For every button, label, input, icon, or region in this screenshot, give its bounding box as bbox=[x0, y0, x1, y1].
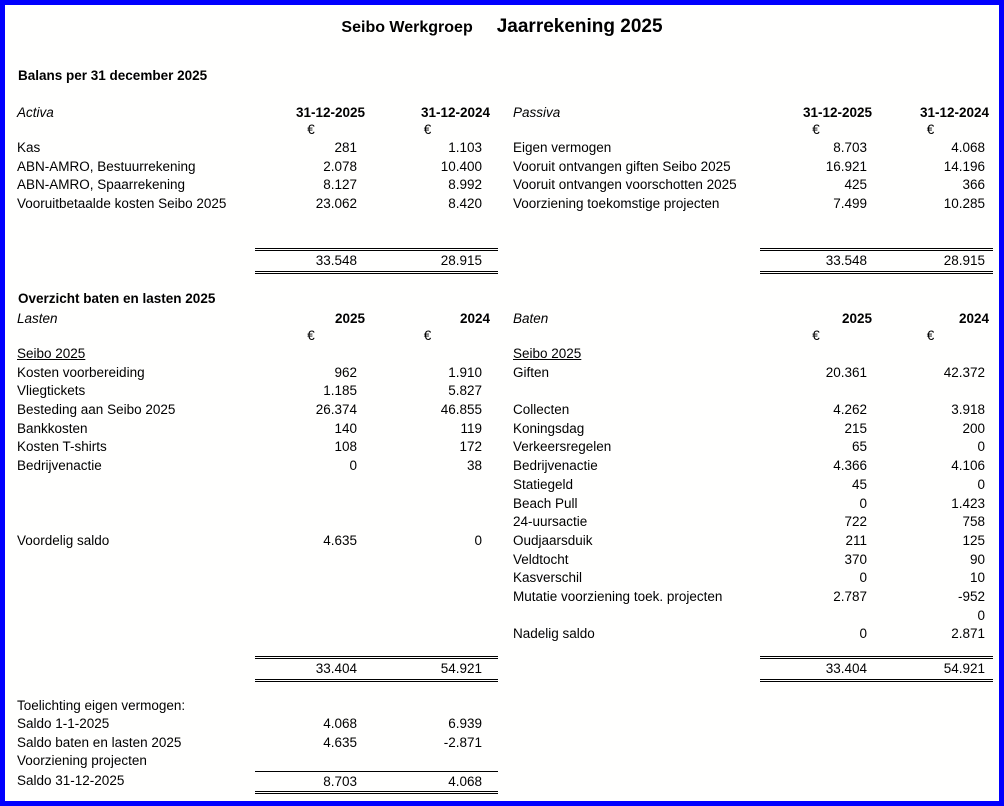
value-2024 bbox=[365, 752, 490, 771]
value-2024: 1.103 bbox=[448, 140, 482, 155]
value-2025: 215 bbox=[844, 420, 867, 436]
table-row bbox=[17, 401, 498, 420]
table-row bbox=[513, 532, 995, 551]
table-row bbox=[17, 158, 498, 177]
row-label: Koningsdag bbox=[513, 420, 585, 436]
value-2025 bbox=[257, 345, 365, 364]
currency-row bbox=[17, 328, 498, 345]
row-label: Voorziening projecten bbox=[17, 753, 147, 769]
value-2024: 8.992 bbox=[448, 177, 482, 193]
row-label: Bedrijvenactie bbox=[17, 458, 102, 474]
balans-section-heading: Balans per 31 december 2025 bbox=[18, 68, 208, 83]
table-row bbox=[513, 457, 995, 476]
col-header-2025: 31-12-2025 bbox=[802, 105, 872, 120]
table-row bbox=[17, 139, 498, 158]
table-row bbox=[513, 158, 995, 177]
table-row bbox=[17, 734, 498, 753]
table-row bbox=[17, 588, 498, 607]
value-2024: 10 bbox=[969, 570, 985, 586]
col-header-2024: 31-12-2024 bbox=[919, 105, 989, 120]
spacer bbox=[513, 328, 760, 345]
table-row bbox=[17, 364, 498, 383]
value-2025: 425 bbox=[844, 177, 867, 193]
col-header-2025: 2025 bbox=[334, 311, 365, 326]
value-2024 bbox=[872, 382, 989, 401]
table-row bbox=[513, 607, 995, 626]
final-saldo-label: Saldo 31-12-2025 bbox=[17, 773, 125, 789]
value-2024 bbox=[365, 551, 490, 570]
table-row bbox=[513, 195, 995, 214]
activa-header-row bbox=[17, 103, 498, 122]
value-2024: 1.423 bbox=[951, 495, 985, 511]
euro-symbol: € bbox=[812, 122, 820, 137]
activa-table bbox=[17, 103, 498, 274]
spacer bbox=[17, 214, 498, 248]
euro-symbol: € bbox=[423, 328, 432, 343]
passiva-table bbox=[513, 103, 995, 274]
value-2025: 2.787 bbox=[833, 588, 867, 604]
table-row bbox=[17, 495, 498, 514]
lasten-rows bbox=[17, 345, 498, 644]
value-2024: 90 bbox=[969, 551, 985, 567]
value-2025: 0 bbox=[859, 570, 867, 586]
baten-rows bbox=[513, 345, 995, 644]
value-2024 bbox=[365, 569, 490, 588]
currency-row bbox=[17, 122, 498, 139]
table-row bbox=[513, 139, 995, 158]
spacer bbox=[513, 214, 995, 248]
row-label: Veldtocht bbox=[513, 551, 569, 567]
table-row bbox=[17, 532, 498, 551]
row-label: Vliegtickets bbox=[17, 383, 86, 399]
value-2025: 1.185 bbox=[323, 383, 357, 399]
value-2024: 8.420 bbox=[448, 196, 482, 212]
row-label: Voorziening toekomstige projecten bbox=[513, 196, 720, 212]
row-label: Kosten voorbereiding bbox=[17, 364, 145, 380]
lasten-table bbox=[17, 309, 498, 794]
value-2025: 722 bbox=[844, 514, 867, 530]
euro-symbol: € bbox=[307, 328, 315, 343]
value-2024: 38 bbox=[466, 458, 482, 474]
value-2025: 2.078 bbox=[323, 158, 357, 174]
value-2025: 8.703 bbox=[833, 140, 867, 155]
value-2024: 3.918 bbox=[951, 402, 985, 418]
row-label: Beach Pull bbox=[513, 495, 578, 511]
value-2025: 0 bbox=[859, 495, 867, 511]
value-2024: 2.871 bbox=[951, 626, 985, 642]
table-row bbox=[513, 551, 995, 570]
currency-row bbox=[513, 122, 995, 139]
table-row bbox=[17, 715, 498, 734]
baten-total-2025: 33.404 bbox=[825, 661, 867, 676]
value-2025 bbox=[257, 569, 365, 588]
euro-symbol: € bbox=[926, 122, 935, 137]
row-label: Voordelig saldo bbox=[17, 532, 110, 548]
value-2025: 4.068 bbox=[323, 716, 357, 731]
passiva-label: Passiva bbox=[513, 105, 561, 120]
activa-total-row bbox=[255, 248, 498, 274]
row-label bbox=[513, 382, 760, 401]
table-row bbox=[17, 195, 498, 214]
value-2024: -2.871 bbox=[443, 734, 482, 750]
passiva-header-row bbox=[513, 103, 995, 122]
value-2024: 172 bbox=[459, 439, 482, 455]
table-row bbox=[17, 551, 498, 570]
row-label: Mutatie voorziening toek. projecten bbox=[513, 588, 723, 604]
row-label: Seibo 2025 bbox=[17, 346, 86, 361]
table-row bbox=[17, 752, 498, 771]
row-label bbox=[17, 569, 257, 588]
value-2024: 0 bbox=[977, 607, 985, 623]
row-label: Seibo 2025 bbox=[513, 346, 582, 361]
value-2024 bbox=[872, 345, 989, 364]
table-row bbox=[17, 438, 498, 457]
spacer bbox=[17, 644, 498, 656]
row-label: Eigen vermogen bbox=[513, 140, 612, 155]
table-row bbox=[513, 495, 995, 514]
row-label: ABN-AMRO, Spaarrekening bbox=[17, 177, 186, 193]
spacer bbox=[17, 328, 257, 345]
value-2025 bbox=[257, 476, 365, 495]
value-2025: 26.374 bbox=[315, 402, 357, 418]
value-2024: 0 bbox=[474, 532, 482, 548]
col-header-2024: 31-12-2024 bbox=[420, 105, 490, 120]
spacer bbox=[513, 122, 760, 139]
row-label: Bankkosten bbox=[17, 420, 88, 436]
baten-label: Baten bbox=[513, 311, 549, 326]
value-2024 bbox=[365, 345, 490, 364]
value-2025 bbox=[760, 382, 872, 401]
table-row bbox=[513, 176, 995, 195]
row-label: Bedrijvenactie bbox=[513, 458, 598, 474]
value-2025 bbox=[257, 588, 365, 607]
spacer bbox=[513, 644, 995, 656]
value-2025 bbox=[257, 752, 365, 771]
value-2025: 0 bbox=[859, 626, 867, 642]
table-row bbox=[513, 476, 995, 495]
report-title: Jaarrekening 2025 bbox=[496, 16, 663, 37]
table-row bbox=[513, 364, 995, 383]
value-2025 bbox=[257, 625, 365, 644]
spacer bbox=[17, 682, 498, 696]
value-2025: 8.127 bbox=[323, 177, 357, 193]
row-label bbox=[17, 513, 257, 532]
activa-rows bbox=[17, 139, 498, 214]
row-label: Saldo baten en lasten 2025 bbox=[17, 734, 182, 750]
value-2024: 0 bbox=[977, 439, 985, 455]
value-2025 bbox=[760, 345, 872, 364]
table-row bbox=[17, 457, 498, 476]
baten-header-row bbox=[513, 309, 995, 328]
final-saldo-row bbox=[17, 771, 498, 794]
table-row bbox=[513, 420, 995, 439]
table-row bbox=[513, 438, 995, 457]
row-label bbox=[17, 476, 257, 495]
row-label bbox=[17, 551, 257, 570]
lasten-header-row bbox=[17, 309, 498, 328]
org-name: Seibo Werkgroep bbox=[341, 19, 473, 36]
table-row bbox=[513, 588, 995, 607]
value-2025: 4.635 bbox=[323, 734, 357, 750]
value-2025 bbox=[257, 495, 365, 514]
row-label: Besteding aan Seibo 2025 bbox=[17, 402, 176, 418]
value-2025: 962 bbox=[334, 364, 357, 380]
table-row bbox=[17, 625, 498, 644]
row-label: Nadelig saldo bbox=[513, 626, 595, 642]
value-2024 bbox=[365, 513, 490, 532]
row-label: Kasverschil bbox=[513, 570, 583, 586]
activa-total-2024: 28.915 bbox=[440, 252, 482, 268]
row-label: Vooruit ontvangen giften Seibo 2025 bbox=[513, 158, 731, 174]
value-2024: 10.400 bbox=[440, 158, 482, 174]
passiva-total-row bbox=[760, 248, 993, 274]
table-row bbox=[513, 569, 995, 588]
value-2024: 5.827 bbox=[448, 383, 482, 399]
row-label: ABN-AMRO, Bestuurrekening bbox=[17, 158, 196, 174]
col-header-2024: 2024 bbox=[958, 311, 989, 326]
row-label: 24-uursactie bbox=[513, 514, 588, 530]
row-label: Vooruit ontvangen voorschotten 2025 bbox=[513, 177, 737, 193]
table-row bbox=[513, 401, 995, 420]
final-saldo-2025: 8.703 bbox=[323, 774, 357, 790]
overzicht-section-heading: Overzicht baten en lasten 2025 bbox=[18, 291, 216, 306]
col-header-2024: 2024 bbox=[459, 311, 490, 326]
table-row bbox=[513, 625, 995, 644]
lasten-total-2024: 54.921 bbox=[440, 661, 482, 676]
row-label: Collecten bbox=[513, 402, 570, 418]
value-2024: 119 bbox=[460, 420, 482, 436]
value-2025: 370 bbox=[844, 551, 867, 567]
col-header-2025: 2025 bbox=[841, 311, 872, 326]
value-2025: 65 bbox=[851, 439, 867, 455]
value-2025: 7.499 bbox=[833, 196, 867, 212]
euro-symbol: € bbox=[812, 328, 820, 343]
row-label: Giften bbox=[513, 364, 550, 380]
table-row bbox=[513, 382, 995, 401]
table-row bbox=[17, 176, 498, 195]
value-2025: 20.361 bbox=[825, 364, 867, 380]
row-label: Statiegeld bbox=[513, 476, 574, 492]
table-row bbox=[513, 345, 995, 364]
value-2025 bbox=[760, 607, 872, 626]
value-2024: 4.106 bbox=[951, 458, 985, 474]
activa-label: Activa bbox=[17, 105, 54, 120]
value-2024 bbox=[365, 607, 490, 626]
table-row bbox=[17, 569, 498, 588]
euro-symbol: € bbox=[423, 122, 432, 137]
value-2024: 4.068 bbox=[951, 140, 985, 155]
value-2024: 758 bbox=[962, 514, 985, 530]
value-2025: 140 bbox=[334, 420, 357, 436]
page-title bbox=[5, 16, 999, 38]
row-label bbox=[17, 607, 257, 626]
lasten-total-row bbox=[255, 656, 498, 682]
activa-total-2025: 33.548 bbox=[315, 252, 357, 268]
row-label bbox=[17, 495, 257, 514]
table-row bbox=[17, 476, 498, 495]
value-2025: 0 bbox=[349, 458, 357, 474]
value-2025: 108 bbox=[334, 439, 357, 455]
value-2024: 42.372 bbox=[943, 364, 985, 380]
value-2024 bbox=[365, 495, 490, 514]
row-label: Kosten T-shirts bbox=[17, 439, 107, 455]
value-2024: 46.855 bbox=[440, 402, 482, 418]
value-2025 bbox=[257, 607, 365, 626]
value-2025 bbox=[257, 551, 365, 570]
row-label bbox=[17, 625, 257, 644]
table-row bbox=[17, 345, 498, 364]
value-2024: 125 bbox=[962, 532, 985, 548]
value-2024: 200 bbox=[962, 420, 985, 436]
table-row bbox=[17, 420, 498, 439]
row-label: Verkeersregelen bbox=[513, 439, 612, 455]
value-2025: 4.262 bbox=[833, 402, 867, 418]
value-2024: 10.285 bbox=[943, 196, 985, 212]
value-2025 bbox=[257, 513, 365, 532]
value-2024: -952 bbox=[957, 588, 985, 604]
passiva-rows bbox=[513, 139, 995, 214]
col-header-2025: 31-12-2025 bbox=[295, 105, 365, 120]
value-2024: 6.939 bbox=[448, 716, 482, 731]
row-label: Oudjaarsduik bbox=[513, 532, 593, 548]
row-label: Kas bbox=[17, 140, 41, 155]
final-saldo-values bbox=[255, 771, 498, 794]
value-2025: 281 bbox=[334, 140, 357, 155]
lasten-label: Lasten bbox=[17, 311, 58, 326]
value-2024: 366 bbox=[962, 177, 985, 193]
euro-symbol: € bbox=[926, 328, 935, 343]
row-label bbox=[513, 607, 760, 626]
value-2024: 0 bbox=[977, 476, 985, 492]
currency-row bbox=[513, 328, 995, 345]
lasten-total-2025: 33.404 bbox=[315, 661, 357, 676]
row-label: Vooruitbetaalde kosten Seibo 2025 bbox=[17, 196, 227, 212]
value-2025: 211 bbox=[845, 532, 867, 548]
table-row bbox=[17, 607, 498, 626]
value-2024: 14.196 bbox=[943, 158, 985, 174]
value-2024 bbox=[365, 625, 490, 644]
row-label bbox=[17, 588, 257, 607]
row-label: Saldo 1-1-2025 bbox=[17, 716, 110, 731]
value-2024 bbox=[365, 588, 490, 607]
value-2024: 1.910 bbox=[448, 364, 482, 380]
passiva-total-2024: 28.915 bbox=[943, 252, 985, 268]
baten-table bbox=[513, 309, 995, 682]
table-row bbox=[17, 382, 498, 401]
passiva-total-2025: 33.548 bbox=[825, 252, 867, 268]
baten-total-2024: 54.921 bbox=[943, 661, 985, 676]
baten-total-row bbox=[760, 656, 993, 682]
value-2025: 4.635 bbox=[323, 532, 357, 548]
spacer bbox=[17, 122, 257, 139]
value-2025: 16.921 bbox=[825, 158, 867, 174]
table-row bbox=[17, 513, 498, 532]
table-row bbox=[513, 513, 995, 532]
toelichting-heading: Toelichting eigen vermogen: bbox=[17, 698, 186, 713]
value-2024 bbox=[365, 476, 490, 495]
value-2025: 23.062 bbox=[315, 196, 357, 212]
value-2025: 45 bbox=[851, 476, 867, 492]
euro-symbol: € bbox=[307, 122, 315, 137]
value-2025: 4.366 bbox=[833, 458, 867, 474]
toelichting-rows bbox=[17, 715, 498, 771]
final-saldo-2024: 4.068 bbox=[448, 774, 482, 790]
